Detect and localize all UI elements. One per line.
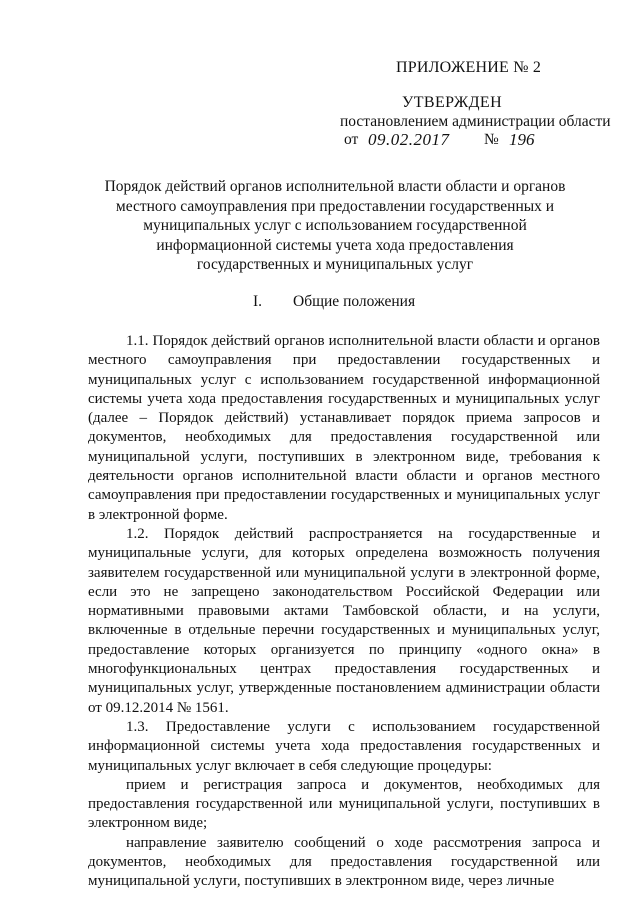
- decree-date-line: [344, 131, 604, 153]
- procedure-item-notification: направление заявителю сообщений о ходе рассмотрения запроса и документов, необходимых для предоставления государственной или муниципальной услуги, поступивших в электронном виде, через личные: [88, 834, 600, 890]
- paragraph-1-2: 1.2. Порядок действий распространяется на государственные и муниципальные услуги, для которых определена возможность получения заявителем государственной или муниципальной услуги в электронной форме, если это не запрещено законодательством Российской Федерации или нормативными правовыми актами Тамбовской области, и на услуги, включенные в отдельные перечни государственных и муниципальных услуг, предоставление которых организуется по принципу «одного окна» в многофункциональных центрах предоставления государственных и муниципальных услуг, утвержденные постановлением администрации области от 09.12.2014 № 1561.: [88, 525, 600, 716]
- section-title: Общие положения: [293, 293, 416, 310]
- section-heading: [253, 293, 415, 311]
- appendix-label: ПРИЛОЖЕНИЕ № 2: [396, 59, 542, 76]
- document-title: Порядок действий органов исполнительной власти области и органов местного самоуправления при предоставлении государственных и муниципальных услуг с использованием государственной информационной системы учета хода предоставления государственных и муниципальных услуг: [104, 178, 566, 273]
- handwritten-number: 196: [509, 130, 535, 149]
- approved-stamp-label: УТВЕРЖДЕН: [402, 94, 503, 111]
- number-label: №: [484, 131, 499, 148]
- handwritten-date: 09.02.2017: [368, 130, 450, 149]
- paragraph-1-1: 1.1. Порядок действий органов исполнительной власти области и органов местного самоуправления при предоставлении государственных и муниципальных услуг с использованием государственной информационной системы учета хода предоставления государственных и муниципальных услуг (далее – Порядок действий) устанавливает порядок приема запросов и документов, необходимых для предоставления государственной или муниципальной услуги, поступивших в электронном виде, требования к деятельности органов исполнительной власти области и органов местного самоуправления при предоставлении государственных и муниципальных услуг в электронной форме.: [88, 333, 600, 523]
- decree-reference: постановлением администрации области: [340, 113, 611, 130]
- document-body: [88, 332, 600, 892]
- from-label: от: [344, 131, 359, 148]
- section-number: I.: [253, 293, 263, 310]
- procedure-item-reception: прием и регистрация запроса и документов, необходимых для предоставления государственной или муниципальной услуги, поступивших в электронном виде;: [88, 776, 600, 832]
- paragraph-1-3: 1.3. Предоставление услуги с использованием государственной информационной системы учета хода предоставления государственных и муниципальных услуг включает в себя следующие процедуры:: [88, 718, 600, 774]
